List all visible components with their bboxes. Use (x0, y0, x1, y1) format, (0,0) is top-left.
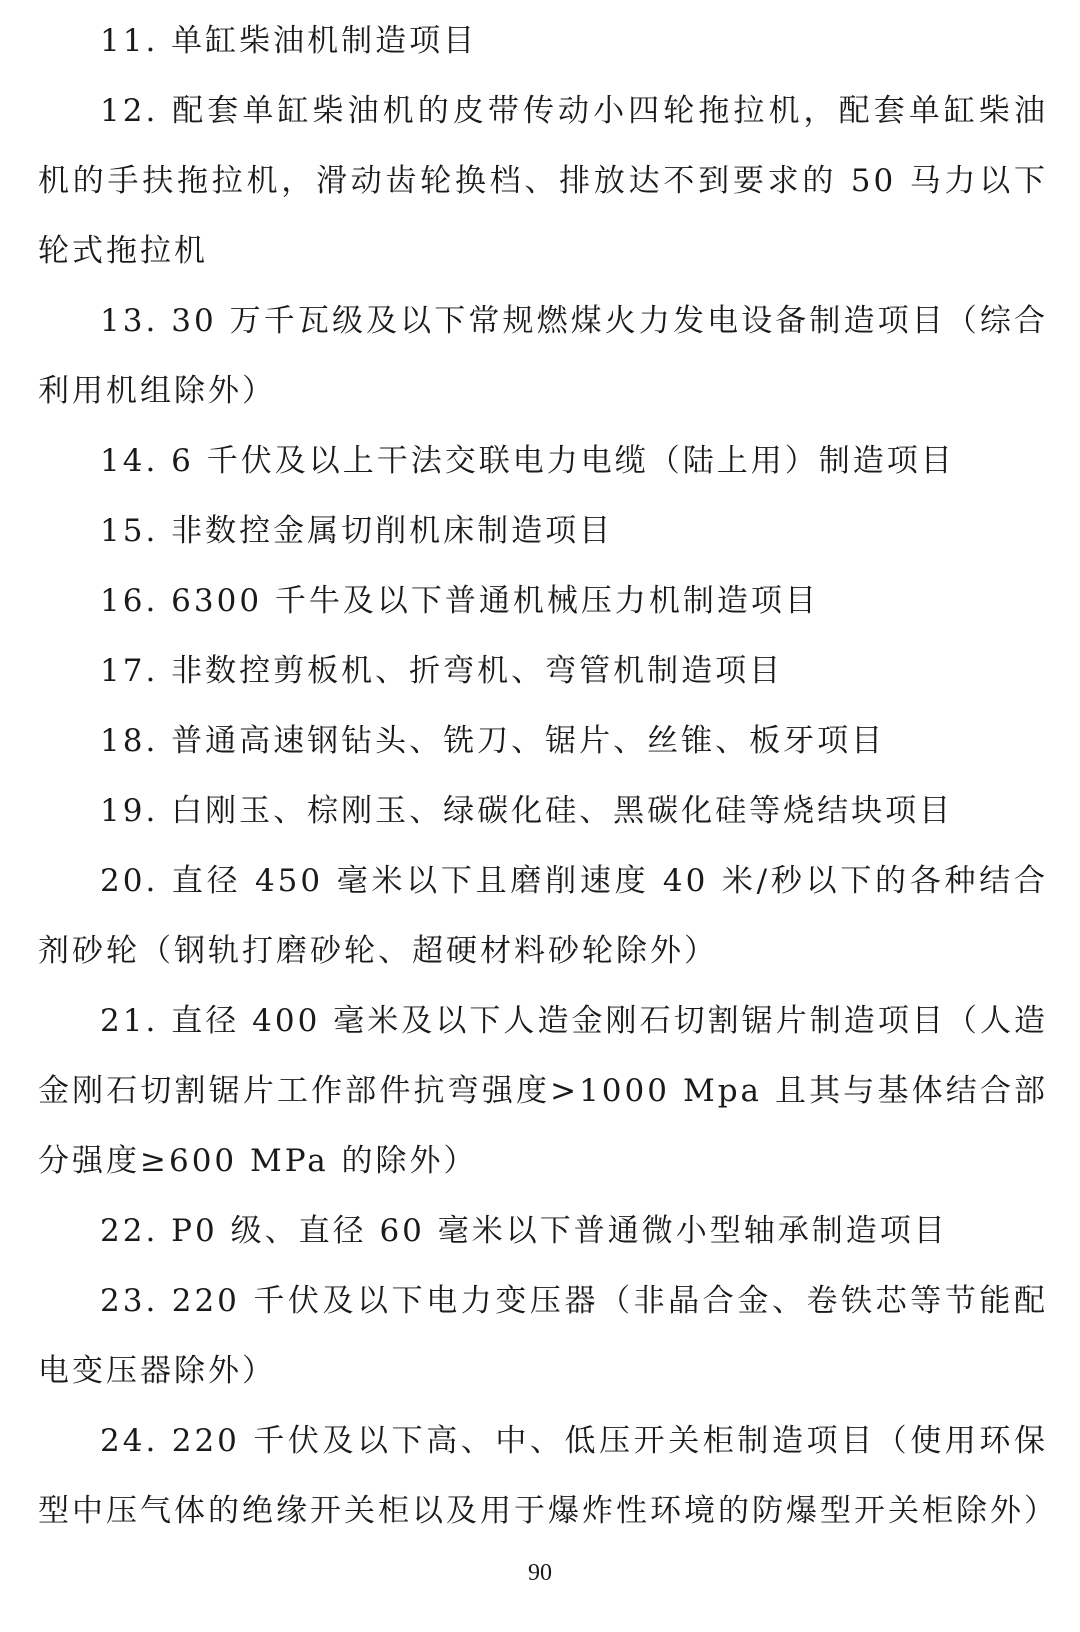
list-item: 14. 6 千伏及以上干法交联电力电缆（陆上用）制造项目 (100, 443, 955, 479)
document-body (38, 6, 1058, 1546)
list-item: 19. 白刚玉、棕刚玉、绿碳化硅、黑碳化硅等烧结块项目 (100, 793, 954, 829)
list-item: 20. 直径 450 毫米以下且磨削速度 40 米/秒以下的各种结合剂砂轮（钢轨打磨砂轮、超硬材料砂轮除外） (38, 863, 1048, 969)
list-item: 17. 非数控剪板机、折弯机、弯管机制造项目 (100, 653, 784, 689)
list-item: 11. 单缸柴油机制造项目 (100, 23, 478, 59)
list-item: 23. 220 千伏及以下电力变压器（非晶合金、卷铁芯等节能配电变压器除外） (38, 1283, 1048, 1389)
list-item: 15. 非数控金属切削机床制造项目 (100, 513, 614, 549)
page-number: 90 (528, 1560, 552, 1586)
list-item: 18. 普通高速钢钻头、铣刀、锯片、丝锥、板牙项目 (100, 723, 886, 759)
list-item: 12. 配套单缸柴油机的皮带传动小四轮拖拉机，配套单缸柴油机的手扶拖拉机，滑动齿轮换档、排放达不到要求的 50 马力以下轮式拖拉机 (38, 93, 1048, 269)
list-item: 13. 30 万千瓦级及以下常规燃煤火力发电设备制造项目（综合利用机组除外） (38, 303, 1048, 409)
list-item: 16. 6300 千牛及以下普通机械压力机制造项目 (100, 583, 819, 619)
list-item: 22. P0 级、直径 60 毫米以下普通微小型轴承制造项目 (100, 1213, 948, 1249)
list-item: 24. 220 千伏及以下高、中、低压开关柜制造项目（使用环保型中压气体的绝缘开关柜以及用于爆炸性环境的防爆型开关柜除外） (38, 1423, 1058, 1529)
list-item: 21. 直径 400 毫米及以下人造金刚石切割锯片制造项目（人造金刚石切割锯片工作部件抗弯强度>1000 Mpa 且其与基体结合部分强度≥600 MPa 的除外） (38, 1003, 1048, 1179)
